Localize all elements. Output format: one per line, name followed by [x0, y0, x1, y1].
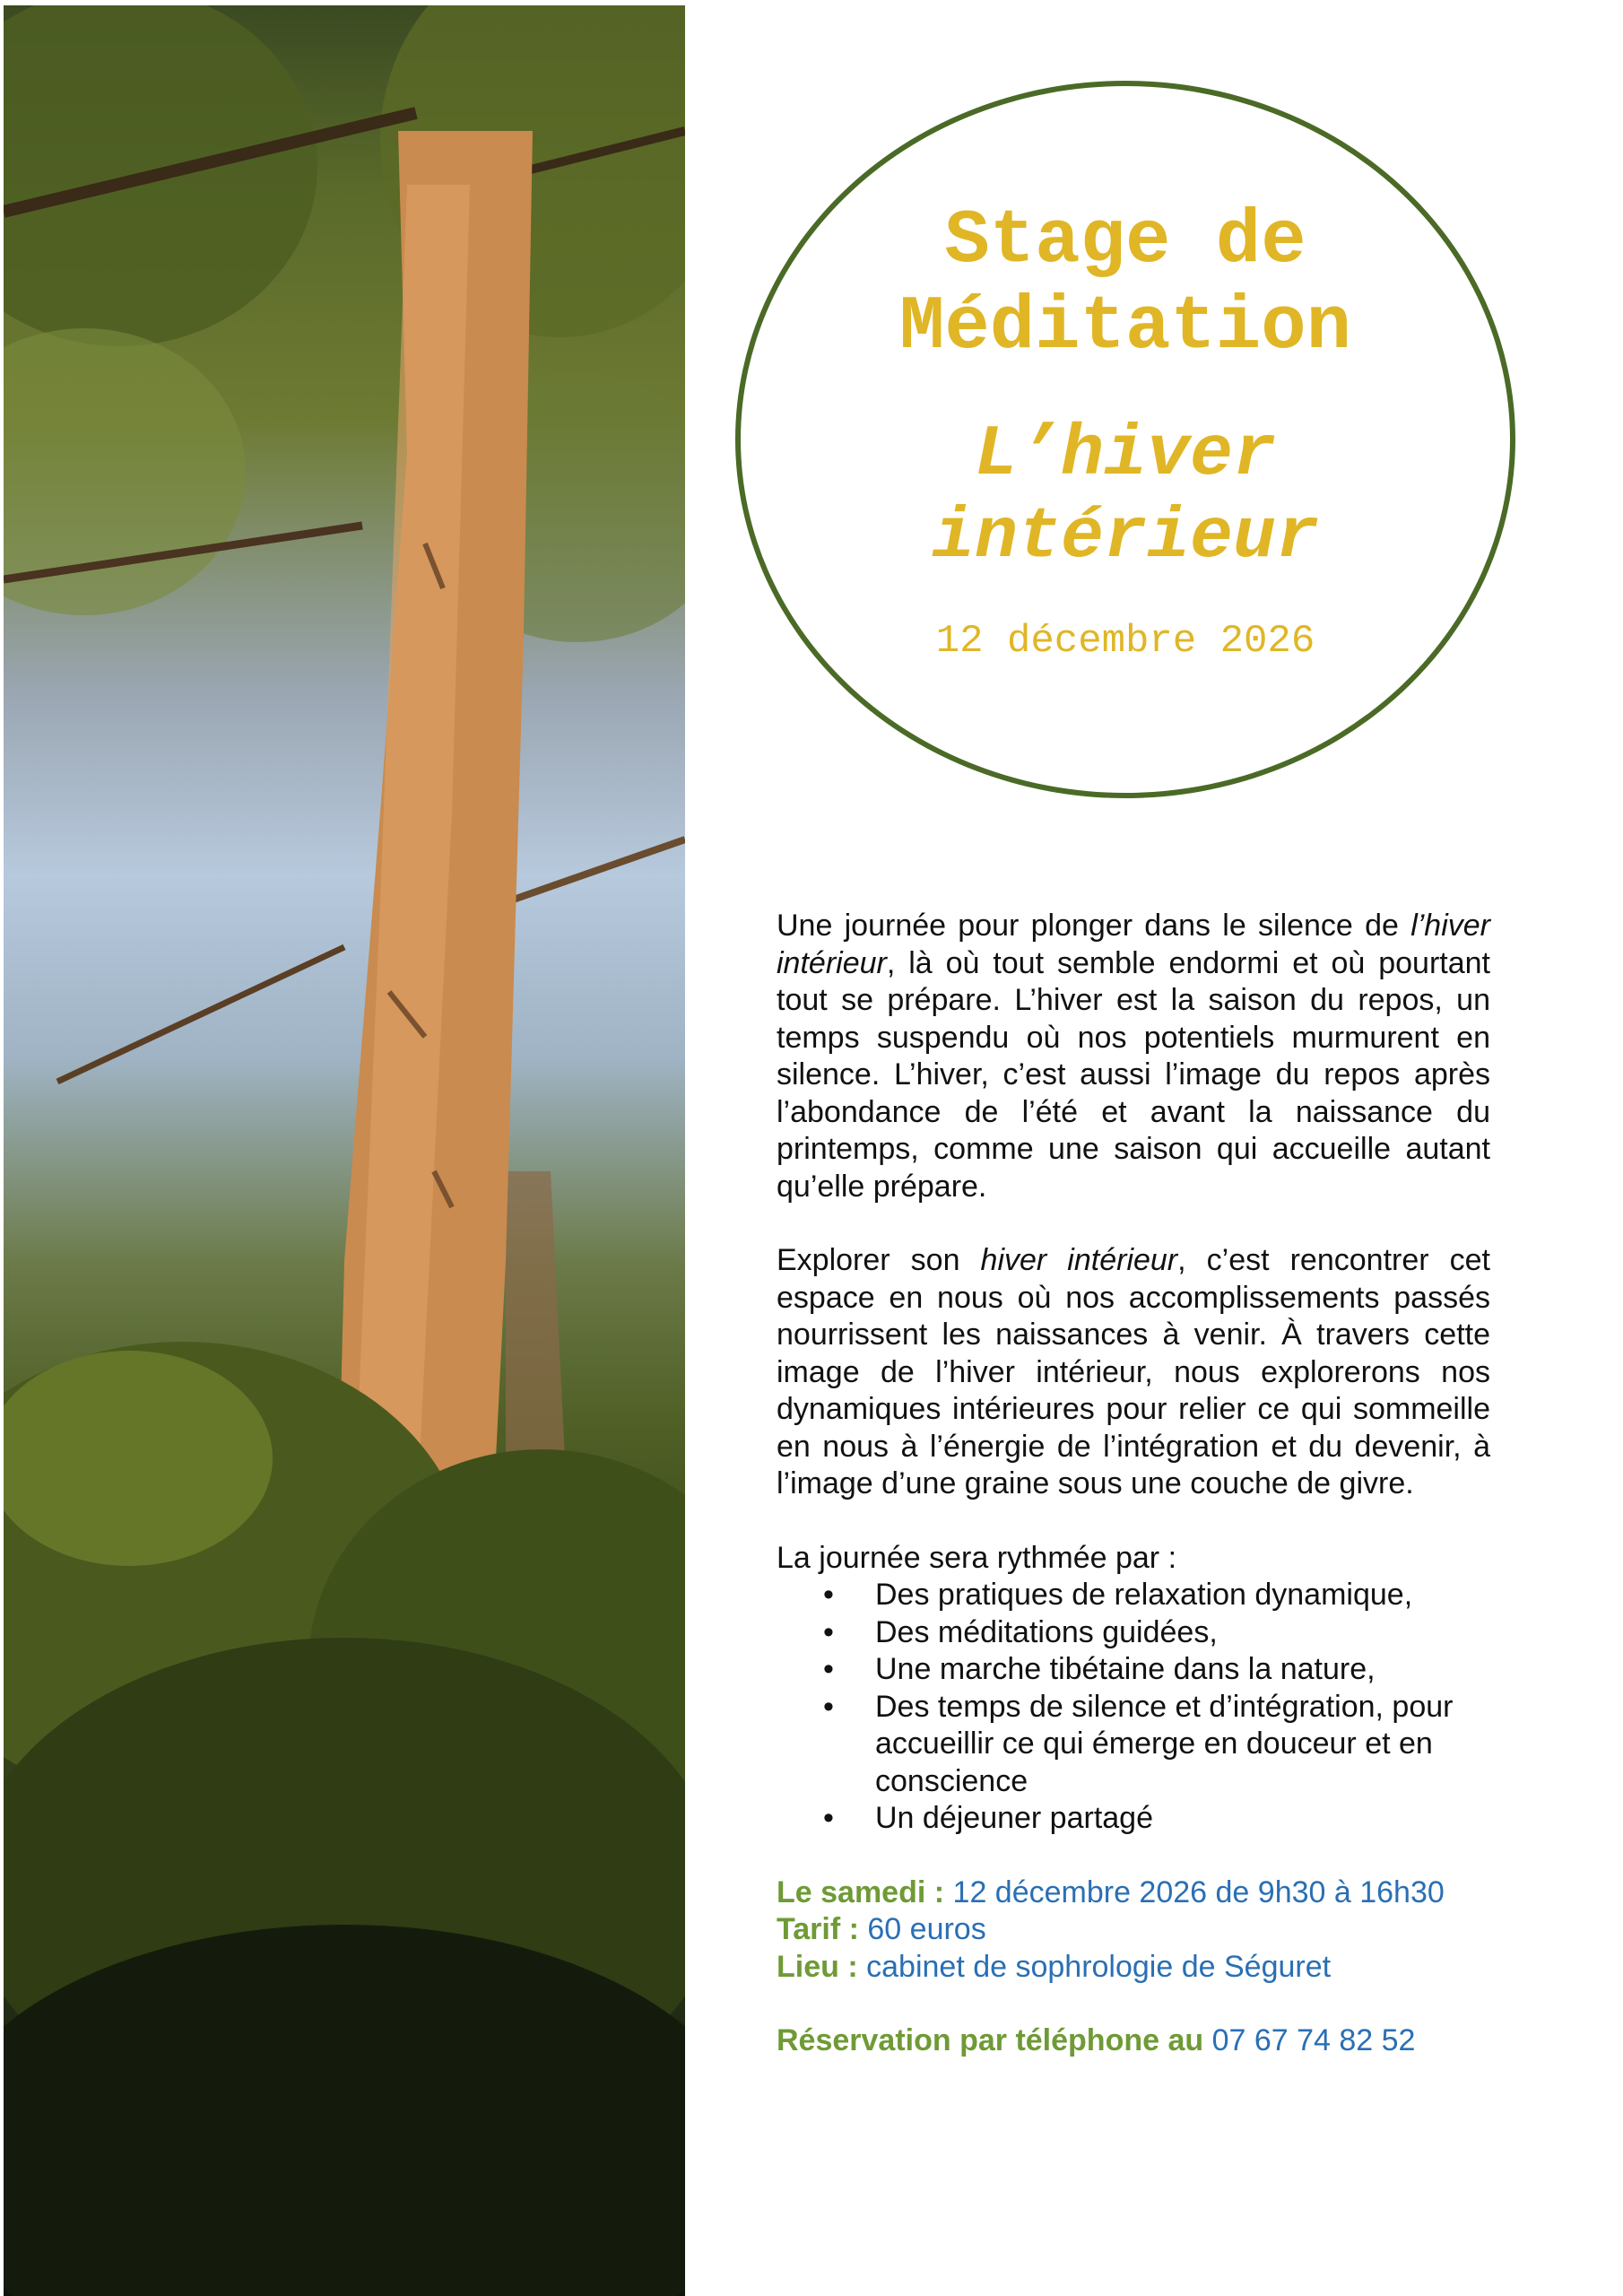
place-info — [777, 1949, 1490, 1987]
program-intro: La journée sera rythmée par : — [777, 1540, 1177, 1575]
phone-number[interactable]: 07 67 74 82 52 — [1211, 2023, 1416, 2057]
list-item: • Des temps de silence et d’intégration, pour accueillir ce qui émerge en douceur et en conscience — [777, 1689, 1490, 1801]
list-item: • Des méditations guidées, — [777, 1614, 1490, 1652]
date-info — [777, 1874, 1490, 1912]
place-value: cabinet de sophrologie de Séguret — [866, 1949, 1332, 1984]
flyer-body — [777, 908, 1490, 2060]
price-info — [777, 1911, 1490, 1949]
price-value: 60 euros — [867, 1912, 986, 1946]
price-label: Tarif : — [777, 1912, 859, 1946]
date-label: Le samedi : — [777, 1874, 945, 1909]
pine-tree-illustration — [4, 5, 685, 2296]
date-value: 12 décembre 2026 de 9h30 à 16h30 — [952, 1874, 1445, 1909]
list-item: • Des pratiques de relaxation dynamique, — [777, 1577, 1490, 1614]
booking-info — [777, 2022, 1490, 2060]
main-title: Stage de Méditation — [898, 199, 1352, 370]
list-item: • Un déjeuner partagé — [777, 1800, 1490, 1838]
intro-paragraph: Une journée pour plonger dans le silence de l’hiver intérieur, là où tout semble endormi et où pourtant tout se prépare. L’hiver est la saison du repos, un temps suspendu où nos potentiels murmurent en silence. L’hiver, c’est aussi l’image du repos après l’abondance de l’été et avant la naissance du printemps, comme une saison qui accueille autant qu’elle prépare. — [777, 909, 1490, 1204]
booking-label: Réservation par téléphone au — [777, 2023, 1204, 2057]
title-date: 12 décembre 2026 — [935, 619, 1315, 664]
program-list — [777, 1577, 1490, 1838]
subtitle: L’hiver intérieur — [931, 414, 1320, 578]
place-label: Lieu : — [777, 1949, 858, 1984]
explore-paragraph: Explorer son hiver intérieur, c’est rencontrer cet espace en nous où nos accomplissements passés nourrissent les naissances à venir. À travers cette image de l’hiver intérieur, nous explorerons nos dynamiques intérieures pour relier ce qui sommeille en nous à l’énergie de l’intégration et du devenir, à l’image d’une graine sous une couche de givre. — [777, 1243, 1490, 1500]
forest-photo — [4, 5, 685, 2296]
list-item: • Une marche tibétaine dans la nature, — [777, 1651, 1490, 1689]
